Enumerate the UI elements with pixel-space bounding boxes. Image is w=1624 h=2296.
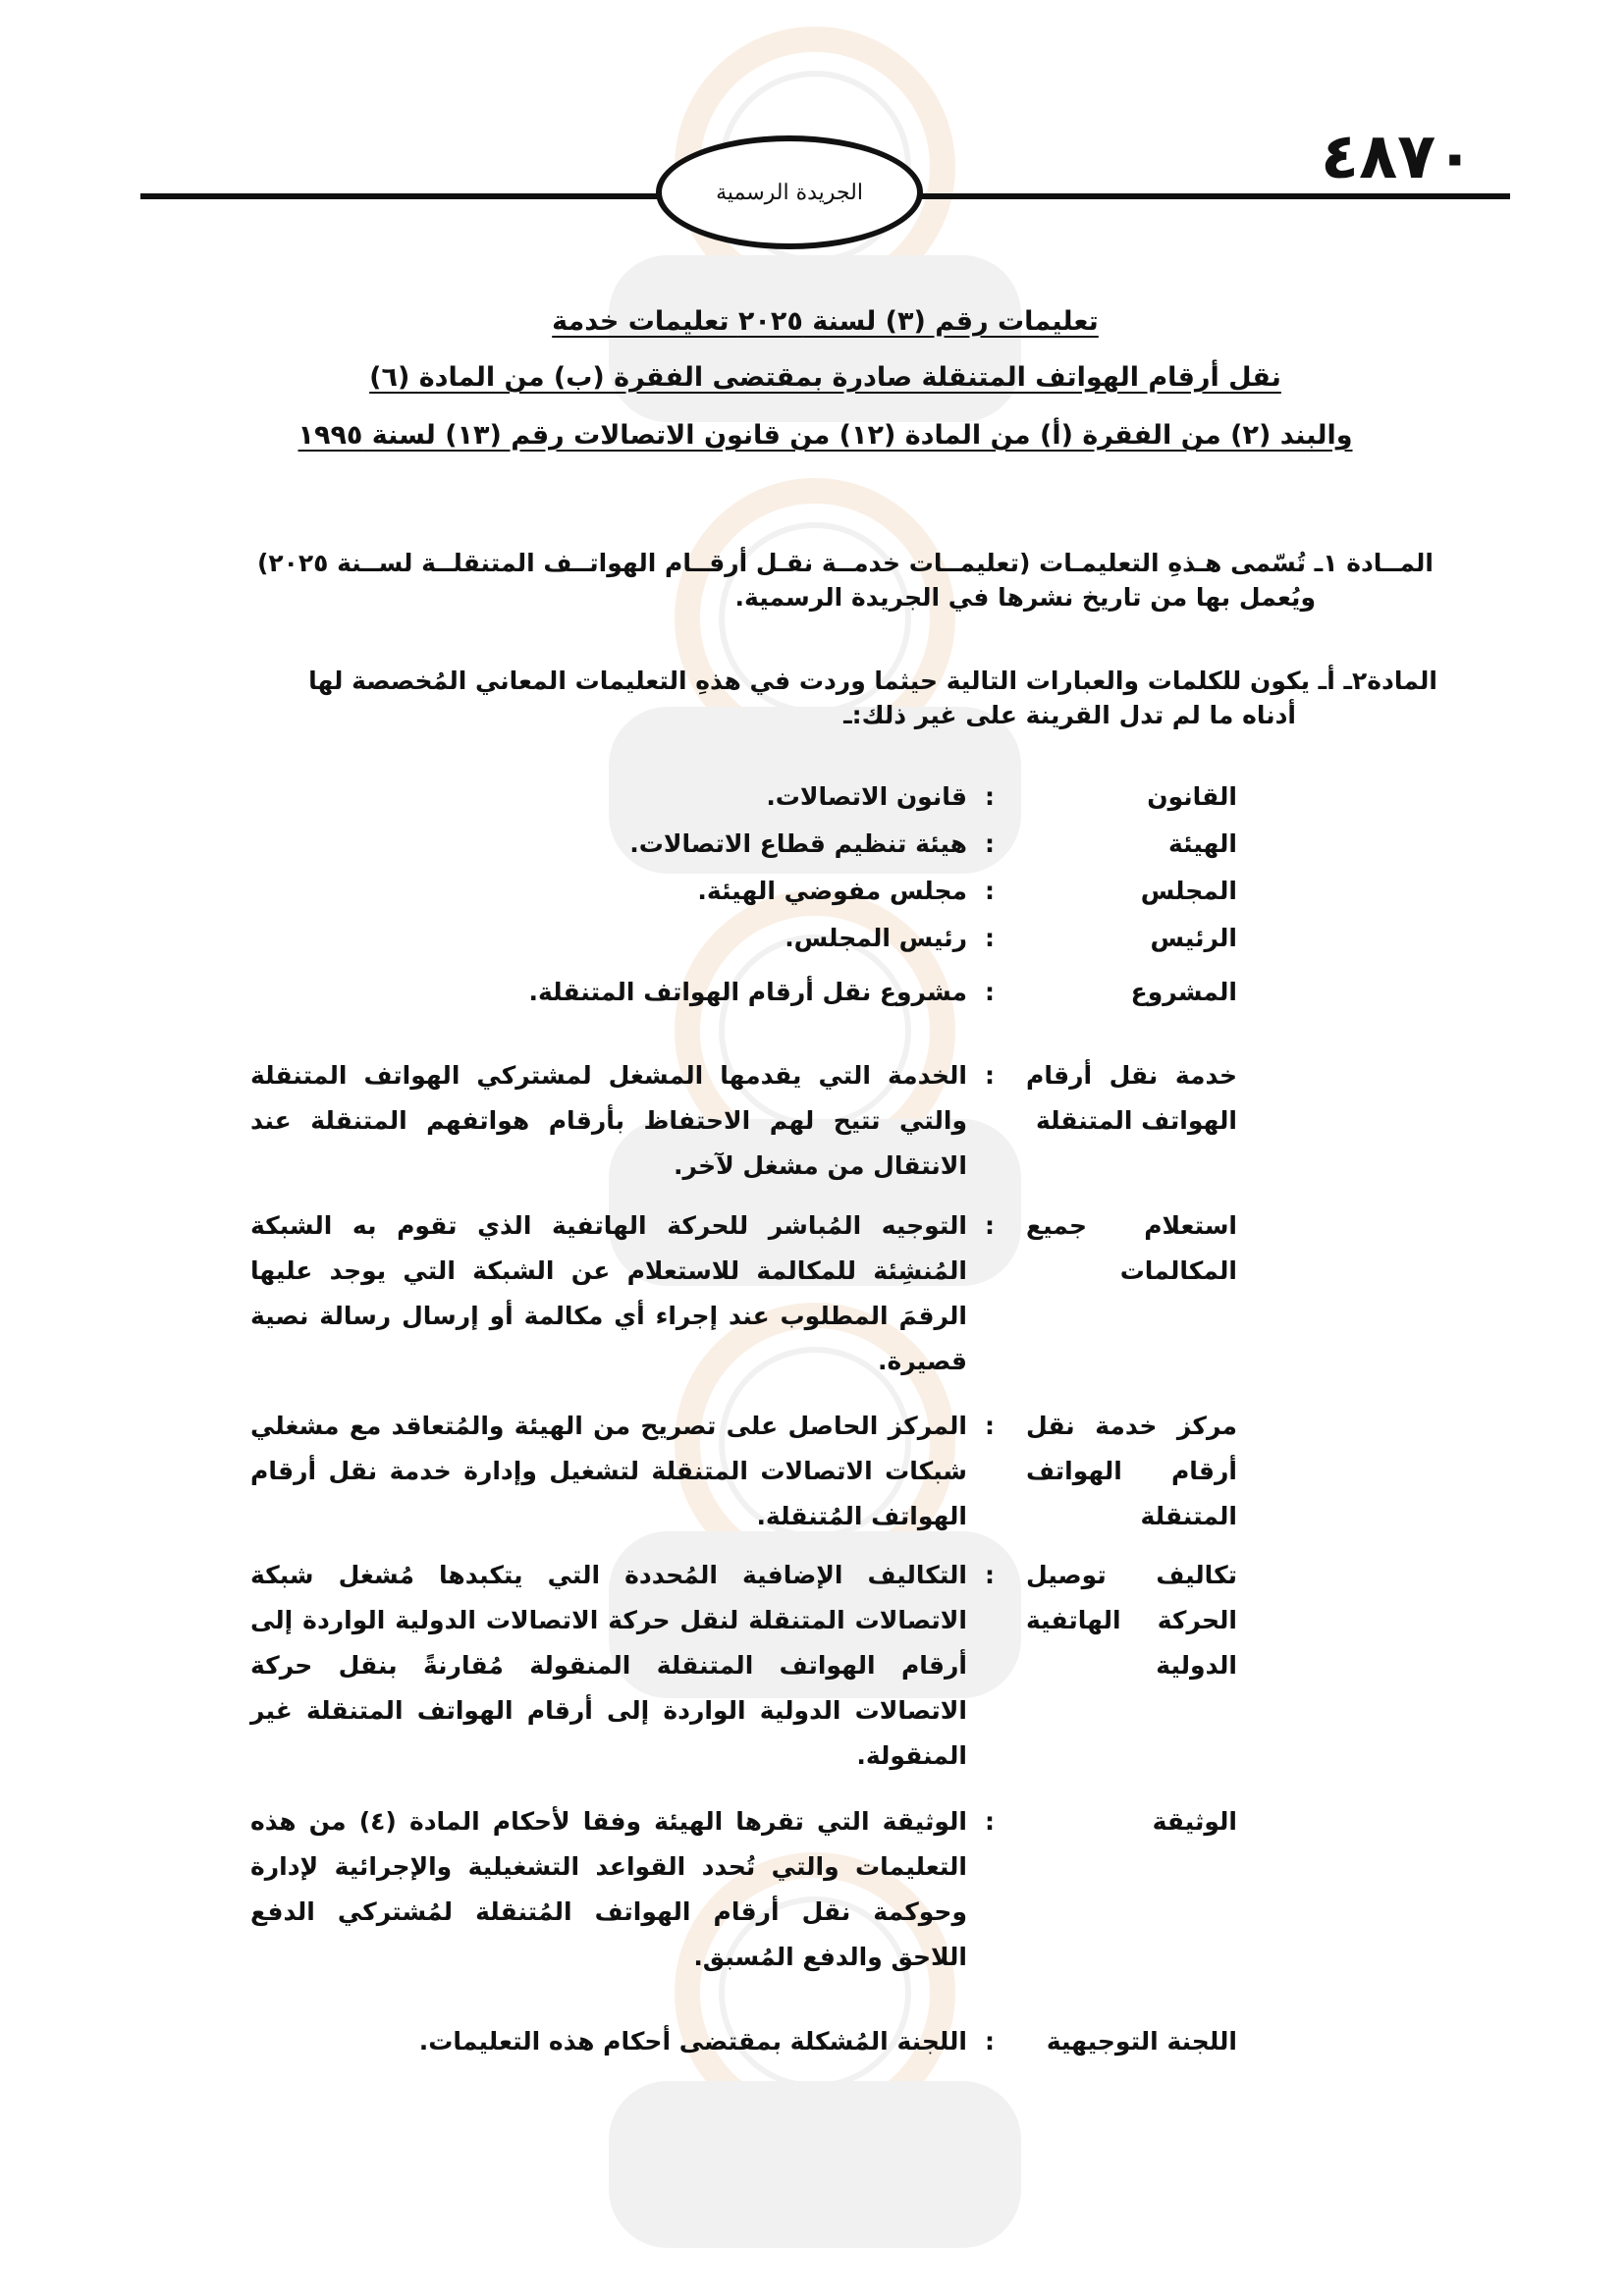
definition-separator: : xyxy=(985,829,995,858)
title-line-2: نقل أرقام الهواتف المتنقلة صادرة بمقتضى الفقرة (ب) من المادة (٦) xyxy=(369,362,1281,393)
definition-text: هيئة تنظيم قطاع الاتصالات. xyxy=(629,829,967,858)
definition-text: المركز الحاصل على تصريح من الهيئة والمُتعاقد مع مشغلي شبكات الاتصالات المتنقلة لتشغيل وإدارة خدمة نقل أرقام الهواتف المُتنقلة. xyxy=(250,1412,967,1530)
title-line-1: تعليمات رقم (٣) لسنة ٢٠٢٥ تعليمات خدمة xyxy=(552,306,1099,337)
article-2-line-2: أدناه ما لم تدل القرينة على غير ذلك:ـ xyxy=(843,701,1296,729)
definition-separator: : xyxy=(985,978,995,1006)
page-number: ٤٨٧٠ xyxy=(1321,121,1475,193)
definition-term: تكاليف توصيل الحركة الهاتفية الدولية xyxy=(1026,1561,1237,1680)
definition-term: القانون xyxy=(1147,782,1237,811)
gazette-name: الجريدة الرسمية xyxy=(716,180,863,205)
gazette-name-oval xyxy=(656,135,923,249)
definition-text: مشروع نقل أرقام الهواتف المتنقلة. xyxy=(528,978,967,1006)
definition-term: استعلام جميع المكالمات xyxy=(1026,1211,1237,1285)
definition-separator: : xyxy=(985,1412,995,1440)
definition-term: المجلس xyxy=(1140,877,1237,905)
definition-text: قانون الاتصالات. xyxy=(766,782,967,811)
definition-term: خدمة نقل أرقام الهواتف المتنقلة xyxy=(1026,1061,1237,1135)
article-2-line-1: المادة٢ـ أـ يكون للكلمات والعبارات التالية حيثما وردت في هذهِ التعليمات المعاني المُخصصة لها xyxy=(308,667,1437,695)
definition-term: الوثيقة xyxy=(1152,1807,1237,1836)
definition-term: الهيئة xyxy=(1167,829,1237,858)
definition-separator: : xyxy=(985,1807,995,1836)
definition-separator: : xyxy=(985,1211,995,1240)
definition-text: اللجنة المُشكلة بمقتضى أحكام هذه التعليمات. xyxy=(418,2027,967,2056)
definition-separator: : xyxy=(985,782,995,811)
definition-text: التكاليف الإضافية المُحددة التي يتكبدها مُشغل شبكة الاتصالات المتنقلة لنقل حركة الاتصالات الدولية الواردة إلى أرقام الهواتف المتنقلة المنقولة مُقارنةً بنقل حركة الاتصالات الدولية الواردة إلى أرقام الهواتف المتنقلة غير المنقولة. xyxy=(250,1561,967,1770)
definition-text: مجلس مفوضي الهيئة. xyxy=(697,877,967,905)
definition-separator: : xyxy=(985,1561,995,1589)
article-1-line-1: المــادة ١ـ تُسّمى هـذهِ التعليمـات (تعليمــات خدمــة نقـل أرقــام الهواتــف المتنقلــة لســنة ٢٠٢٥) xyxy=(256,549,1434,577)
definition-separator: : xyxy=(985,2027,995,2056)
article-1-line-2: ويُعمل بها من تاريخ نشرها في الجريدة الرسمية. xyxy=(734,583,1316,612)
definition-term: مركز خدمة نقل أرقام الهواتف المتنقلة xyxy=(1026,1412,1237,1530)
definition-separator: : xyxy=(985,1061,995,1090)
title-line-3: والبند (٢) من الفقرة (أ) من المادة (١٢) من قانون الاتصالات رقم (١٣) لسنة ١٩٩٥ xyxy=(298,420,1353,451)
definition-text: رئيس المجلس. xyxy=(785,924,967,952)
definition-separator: : xyxy=(985,924,995,952)
definition-separator: : xyxy=(985,877,995,905)
definition-text: الوثيقة التي تقرها الهيئة وفقا لأحكام المادة (٤) من هذه التعليمات والتي تُحدد القواعد التشغيلية والإجرائية لإدارة وحوكمة نقل أرقام الهواتف المُتنقلة لمُشتركي الدفع اللاحق والدفع المُسبق. xyxy=(250,1807,967,1971)
definition-text: التوجيه المُباشر للحركة الهاتفية الذي تقوم به الشبكة المُنشِئة للمكالمة للاستعلام عن الشبكة التي يوجد عليها الرقمَ المطلوب عند إجراء أي مكالمة أو إرسال رسالة نصية قصيرة. xyxy=(250,1211,967,1375)
definition-term: المشروع xyxy=(1130,978,1237,1006)
definition-term: اللجنة التوجيهية xyxy=(1046,2027,1237,2056)
definition-term: الرئيس xyxy=(1150,924,1237,952)
definition-text: الخدمة التي يقدمها المشغل لمشتركي الهواتف المتنقلة والتي تتيح لهم الاحتفاظ بأرقام هواتفهم المتنقلة عند الانتقال من مشغل لآخر. xyxy=(250,1061,967,1180)
